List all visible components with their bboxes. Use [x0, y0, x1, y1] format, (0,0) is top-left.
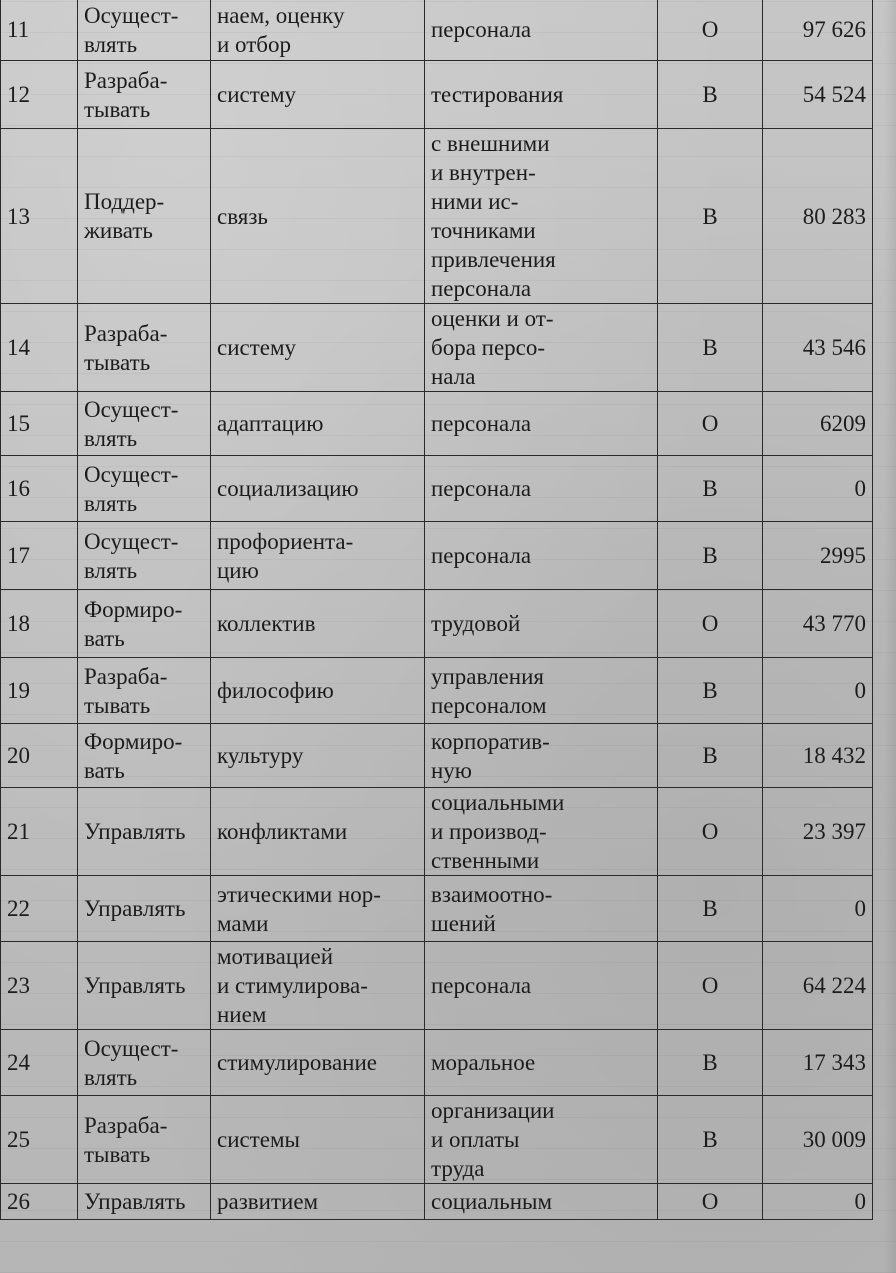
function-qualifier — [425, 788, 658, 876]
table-row — [1, 392, 873, 456]
row-number: 24 — [1, 1030, 78, 1096]
row-number: 21 — [1, 788, 78, 876]
function-object-line: адаптацию — [217, 411, 324, 436]
function-verb — [78, 658, 211, 724]
function-object — [211, 456, 425, 522]
function-qualifier-line: персонала — [431, 476, 532, 501]
function-object — [211, 129, 425, 304]
row-number: 22 — [1, 876, 78, 942]
function-type: В — [658, 1030, 763, 1096]
function-value: 18 432 — [763, 724, 873, 788]
function-verb — [78, 1096, 211, 1184]
function-qualifier-line: социальным — [431, 1189, 553, 1214]
function-qualifier-line: трудовой — [431, 611, 521, 636]
function-type: В — [658, 522, 763, 590]
row-number: 16 — [1, 456, 78, 522]
table-row — [1, 1184, 873, 1220]
function-qualifier — [425, 392, 658, 456]
function-object — [211, 1096, 425, 1184]
function-verb-line: Осущест- — [84, 1035, 179, 1061]
function-object — [211, 392, 425, 456]
function-qualifier — [425, 658, 658, 724]
function-object-line: профориента- — [217, 528, 354, 554]
row-number: 19 — [1, 658, 78, 724]
function-qualifier — [425, 304, 658, 392]
function-object-line: мами — [217, 910, 269, 936]
table-row — [1, 876, 873, 942]
function-value: 23 397 — [763, 788, 873, 876]
function-verb — [78, 1184, 211, 1220]
function-type: О — [658, 392, 763, 456]
table-row — [1, 724, 873, 788]
function-qualifier — [425, 942, 658, 1030]
table-row — [1, 61, 873, 129]
table-row — [1, 788, 873, 876]
function-qualifier-line: и оплаты — [431, 1127, 520, 1152]
function-verb — [78, 724, 211, 788]
function-qualifier-line: ственными — [431, 848, 540, 873]
function-object-line: связь — [217, 203, 268, 229]
table-body — [1, 0, 873, 1220]
function-object-line: этическими нор- — [217, 881, 381, 907]
function-qualifier — [425, 590, 658, 658]
function-verb — [78, 456, 211, 522]
row-number: 25 — [1, 1096, 78, 1184]
function-object-line: коллектив — [217, 611, 316, 636]
function-type: В — [658, 61, 763, 129]
function-verb-line: вать — [84, 625, 125, 651]
table-row — [1, 658, 873, 724]
table-row — [1, 0, 873, 61]
function-qualifier-line: персоналом — [431, 692, 547, 718]
table-row — [1, 456, 873, 522]
function-verb-line: тывать — [84, 96, 151, 122]
function-verb-line: влять — [84, 490, 138, 516]
function-object — [211, 942, 425, 1030]
function-qualifier-line: бора персо- — [431, 335, 546, 360]
function-verb — [78, 522, 211, 590]
function-object — [211, 61, 425, 129]
function-qualifier — [425, 1030, 658, 1096]
function-qualifier — [425, 129, 658, 304]
function-qualifier-line: корпоратив- — [431, 728, 550, 754]
row-number: 15 — [1, 392, 78, 456]
function-object-line: цию — [217, 557, 259, 583]
function-object — [211, 788, 425, 876]
function-verb-line: Формиро- — [84, 728, 183, 754]
function-verb — [78, 876, 211, 942]
function-type: О — [658, 590, 763, 658]
function-object-line: философию — [217, 678, 334, 703]
function-object-line: систему — [217, 335, 297, 360]
function-verb-line: живать — [84, 218, 153, 243]
function-qualifier-line: и внутрен- — [431, 160, 536, 185]
row-number: 12 — [1, 61, 78, 129]
function-verb — [78, 1030, 211, 1096]
function-value: 0 — [763, 876, 873, 942]
function-qualifier — [425, 522, 658, 590]
page-edge-shadow — [884, 0, 896, 1273]
function-qualifier — [425, 1184, 658, 1220]
function-verb-line: Осущест- — [84, 461, 179, 487]
function-verb — [78, 61, 211, 129]
function-verb — [78, 304, 211, 392]
function-verb-line: Разраба- — [84, 663, 168, 689]
function-verb-line: влять — [84, 1064, 138, 1090]
table-row — [1, 1030, 873, 1096]
function-type: В — [658, 724, 763, 788]
function-verb-line: Разраба- — [84, 67, 168, 93]
function-verb-line: Осущест- — [84, 528, 179, 554]
function-value: 2995 — [763, 522, 873, 590]
function-value: 54 524 — [763, 61, 873, 129]
function-qualifier-line: нала — [431, 364, 476, 389]
function-verb-line: Разраба- — [84, 1112, 168, 1138]
function-object-line: развитием — [217, 1189, 319, 1214]
function-type: О — [658, 788, 763, 876]
function-verb-line: влять — [84, 557, 138, 583]
function-verb-line: Осущест- — [84, 2, 179, 28]
function-value: 0 — [763, 1184, 873, 1220]
function-qualifier-line: моральное — [431, 1050, 536, 1075]
function-type: В — [658, 456, 763, 522]
function-verb-line: Управлять — [84, 896, 186, 921]
function-object-line: и стимулирова- — [217, 973, 368, 998]
row-number: 11 — [1, 0, 78, 61]
table-row — [1, 1096, 873, 1184]
function-type: О — [658, 942, 763, 1030]
function-object-line: мотивацией — [217, 944, 334, 969]
function-qualifier — [425, 456, 658, 522]
function-verb-line: Формиро- — [84, 596, 183, 622]
function-verb-line: Поддер- — [84, 189, 165, 214]
function-object-line: стимулирование — [217, 1050, 377, 1075]
function-object — [211, 658, 425, 724]
function-type: В — [658, 658, 763, 724]
function-type: О — [658, 1184, 763, 1220]
function-verb-line: влять — [84, 425, 138, 451]
function-verb — [78, 942, 211, 1030]
function-qualifier-line: взаимоотно- — [431, 881, 553, 907]
function-qualifier-line: ную — [431, 757, 472, 783]
function-verb-line: тывать — [84, 349, 151, 375]
row-number: 17 — [1, 522, 78, 590]
function-value: 6209 — [763, 392, 873, 456]
function-type: В — [658, 876, 763, 942]
table-row — [1, 522, 873, 590]
function-object-line: и отбор — [217, 31, 292, 57]
function-qualifier — [425, 1096, 658, 1184]
function-qualifier-line: персонала — [431, 276, 532, 301]
function-verb — [78, 590, 211, 658]
function-object — [211, 0, 425, 61]
row-number: 18 — [1, 590, 78, 658]
function-qualifier-line: ними ис- — [431, 189, 519, 214]
function-verb-line: Управлять — [84, 819, 186, 844]
table-row — [1, 942, 873, 1030]
function-type: О — [658, 0, 763, 61]
function-value: 43 770 — [763, 590, 873, 658]
function-verb — [78, 392, 211, 456]
function-qualifier — [425, 61, 658, 129]
function-type: В — [658, 304, 763, 392]
function-qualifier-line: труда — [431, 1156, 485, 1181]
function-qualifier-line: управления — [431, 663, 544, 689]
function-value: 64 224 — [763, 942, 873, 1030]
function-qualifier-line: шений — [431, 910, 496, 936]
function-value: 17 343 — [763, 1030, 873, 1096]
function-object — [211, 724, 425, 788]
function-qualifier-line: точниками — [431, 218, 536, 243]
function-verb-line: тывать — [84, 1141, 151, 1167]
row-number: 13 — [1, 129, 78, 304]
row-number: 20 — [1, 724, 78, 788]
function-qualifier — [425, 724, 658, 788]
function-verb — [78, 0, 211, 61]
table-row — [1, 590, 873, 658]
function-verb — [78, 788, 211, 876]
function-value: 30 009 — [763, 1096, 873, 1184]
function-qualifier-line: персонала — [431, 973, 532, 998]
function-value: 80 283 — [763, 129, 873, 304]
function-object-line: наем, оценку — [217, 2, 345, 28]
function-qualifier — [425, 876, 658, 942]
function-object-line: социализацию — [217, 476, 359, 501]
function-qualifier-line: персонала — [431, 543, 532, 568]
function-object — [211, 522, 425, 590]
function-qualifier — [425, 0, 658, 61]
function-object — [211, 876, 425, 942]
function-value: 0 — [763, 658, 873, 724]
function-value: 43 546 — [763, 304, 873, 392]
function-object — [211, 1030, 425, 1096]
table-row — [1, 129, 873, 304]
function-qualifier-line: оценки и от- — [431, 306, 554, 331]
function-qualifier-line: и производ- — [431, 819, 547, 844]
function-object — [211, 304, 425, 392]
function-verb — [78, 129, 211, 304]
function-type: В — [658, 129, 763, 304]
function-object-line: культуру — [217, 743, 304, 768]
function-qualifier-line: персонала — [431, 411, 532, 436]
function-object-line: системы — [217, 1127, 300, 1152]
function-value: 97 626 — [763, 0, 873, 61]
function-object — [211, 1184, 425, 1220]
function-verb-line: Осущест- — [84, 396, 179, 422]
function-qualifier-line: тестирования — [431, 82, 564, 107]
function-object-line: нием — [217, 1002, 267, 1027]
function-qualifier-line: организации — [431, 1098, 555, 1123]
function-value: 0 — [763, 456, 873, 522]
function-verb-line: влять — [84, 31, 138, 57]
table-row — [1, 304, 873, 392]
row-number: 26 — [1, 1184, 78, 1220]
function-object-line: конфликтами — [217, 819, 348, 844]
function-verb-line: вать — [84, 757, 125, 783]
function-qualifier-line: персонала — [431, 17, 532, 42]
function-verb-line: Управлять — [84, 1189, 186, 1214]
function-object — [211, 590, 425, 658]
function-verb-line: Управлять — [84, 973, 186, 998]
row-number: 14 — [1, 304, 78, 392]
function-qualifier-line: социальными — [431, 790, 565, 815]
function-qualifier-line: привлечения — [431, 247, 556, 272]
function-type: В — [658, 1096, 763, 1184]
function-verb-line: Разраба- — [84, 320, 168, 346]
function-object-line: систему — [217, 82, 297, 107]
row-number: 23 — [1, 942, 78, 1030]
function-verb-line: тывать — [84, 692, 151, 718]
function-qualifier-line: с внешними — [431, 131, 550, 156]
